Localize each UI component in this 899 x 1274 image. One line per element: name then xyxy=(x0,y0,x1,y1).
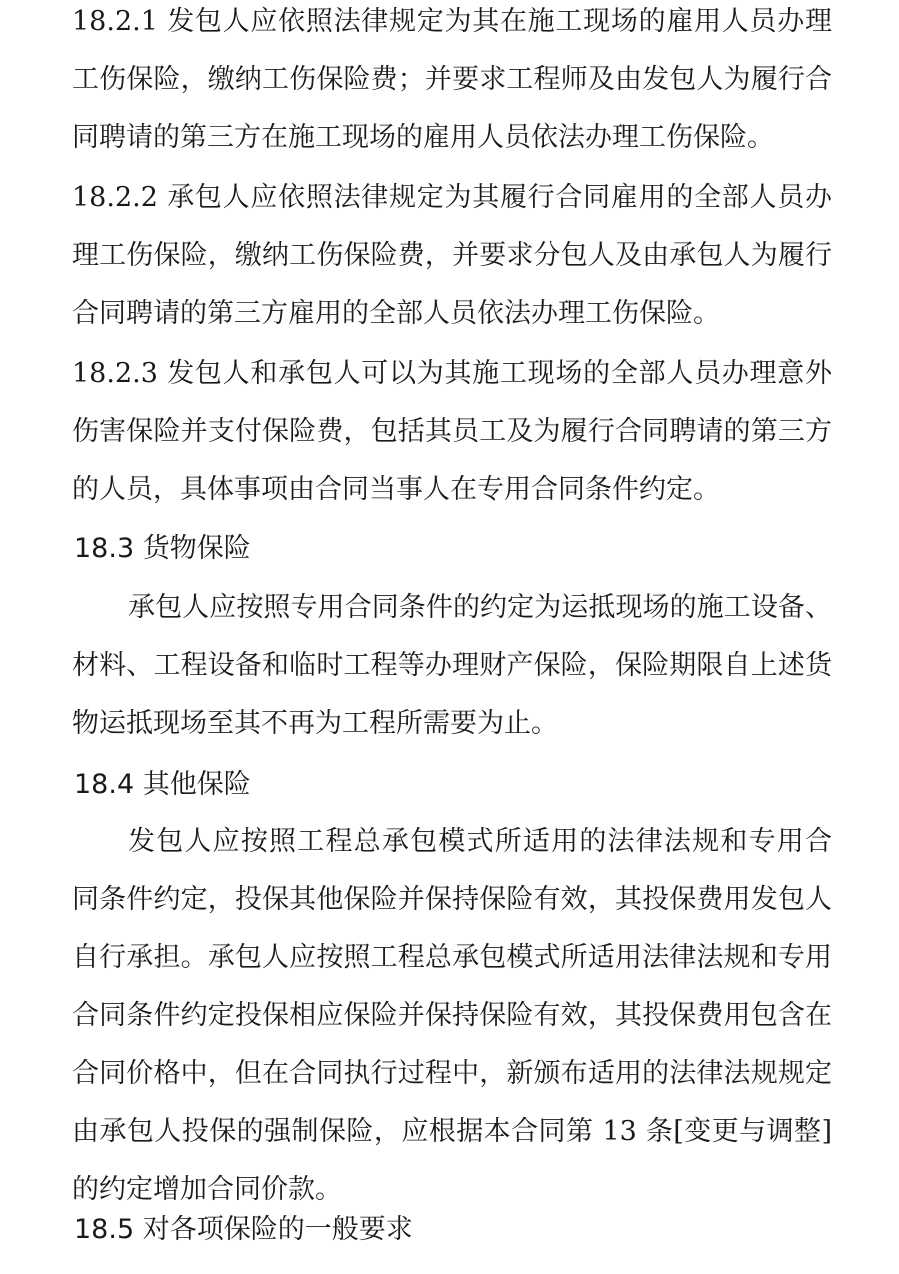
paragraph-line: 物运抵现场至其不再为工程所需要为止。 xyxy=(72,708,558,739)
paragraph-line: 合同价格中，但在合同执行过程中，新颁布适用的法律法规规定 xyxy=(72,1058,832,1089)
paragraph-line: 同聘请的第三方在施工现场的雇用人员依法办理工伤保险。 xyxy=(72,122,774,153)
paragraph-line: 发包人应按照工程总承包模式所适用的法律法规和专用合 xyxy=(128,826,832,857)
section-heading-18-3: 18.3 货物保险 xyxy=(74,533,251,564)
paragraph-line: 的人员，具体事项由合同当事人在专用合同条件约定。 xyxy=(72,474,720,505)
paragraph-line: 工伤保险，缴纳工伤保险费；并要求工程师及由发包人为履行合 xyxy=(72,64,832,95)
paragraph-line: 同条件约定，投保其他保险并保持保险有效，其投保费用发包人 xyxy=(72,884,832,915)
paragraph-line: 承包人应按照专用合同条件的约定为运抵现场的施工设备、 xyxy=(128,592,832,623)
paragraph-line: 18.2.1 发包人应依照法律规定为其在施工现场的雇用人员办理 xyxy=(72,6,832,37)
paragraph-line: 由承包人投保的强制保险，应根据本合同第 13 条[变更与调整] xyxy=(72,1116,832,1147)
section-heading-18-4: 18.4 其他保险 xyxy=(74,769,251,800)
paragraph-line: 的约定增加合同价款。 xyxy=(72,1174,342,1205)
paragraph-line: 合同条件约定投保相应保险并保持保险有效，其投保费用包含在 xyxy=(72,1000,832,1031)
paragraph-line: 18.2.3 发包人和承包人可以为其施工现场的全部人员办理意外 xyxy=(72,358,832,389)
paragraph-line: 伤害保险并支付保险费，包括其员工及为履行合同聘请的第三方 xyxy=(72,416,832,447)
section-heading-18-5: 18.5 对各项保险的一般要求 xyxy=(74,1214,413,1245)
paragraph-line: 理工伤保险，缴纳工伤保险费，并要求分包人及由承包人为履行 xyxy=(72,240,832,271)
paragraph-line: 18.2.2 承包人应依照法律规定为其履行合同雇用的全部人员办 xyxy=(72,182,832,213)
paragraph-line: 合同聘请的第三方雇用的全部人员依法办理工伤保险。 xyxy=(72,298,720,329)
paragraph-line: 材料、工程设备和临时工程等办理财产保险，保险期限自上述货 xyxy=(72,650,832,681)
paragraph-line: 自行承担。承包人应按照工程总承包模式所适用法律法规和专用 xyxy=(72,942,832,973)
